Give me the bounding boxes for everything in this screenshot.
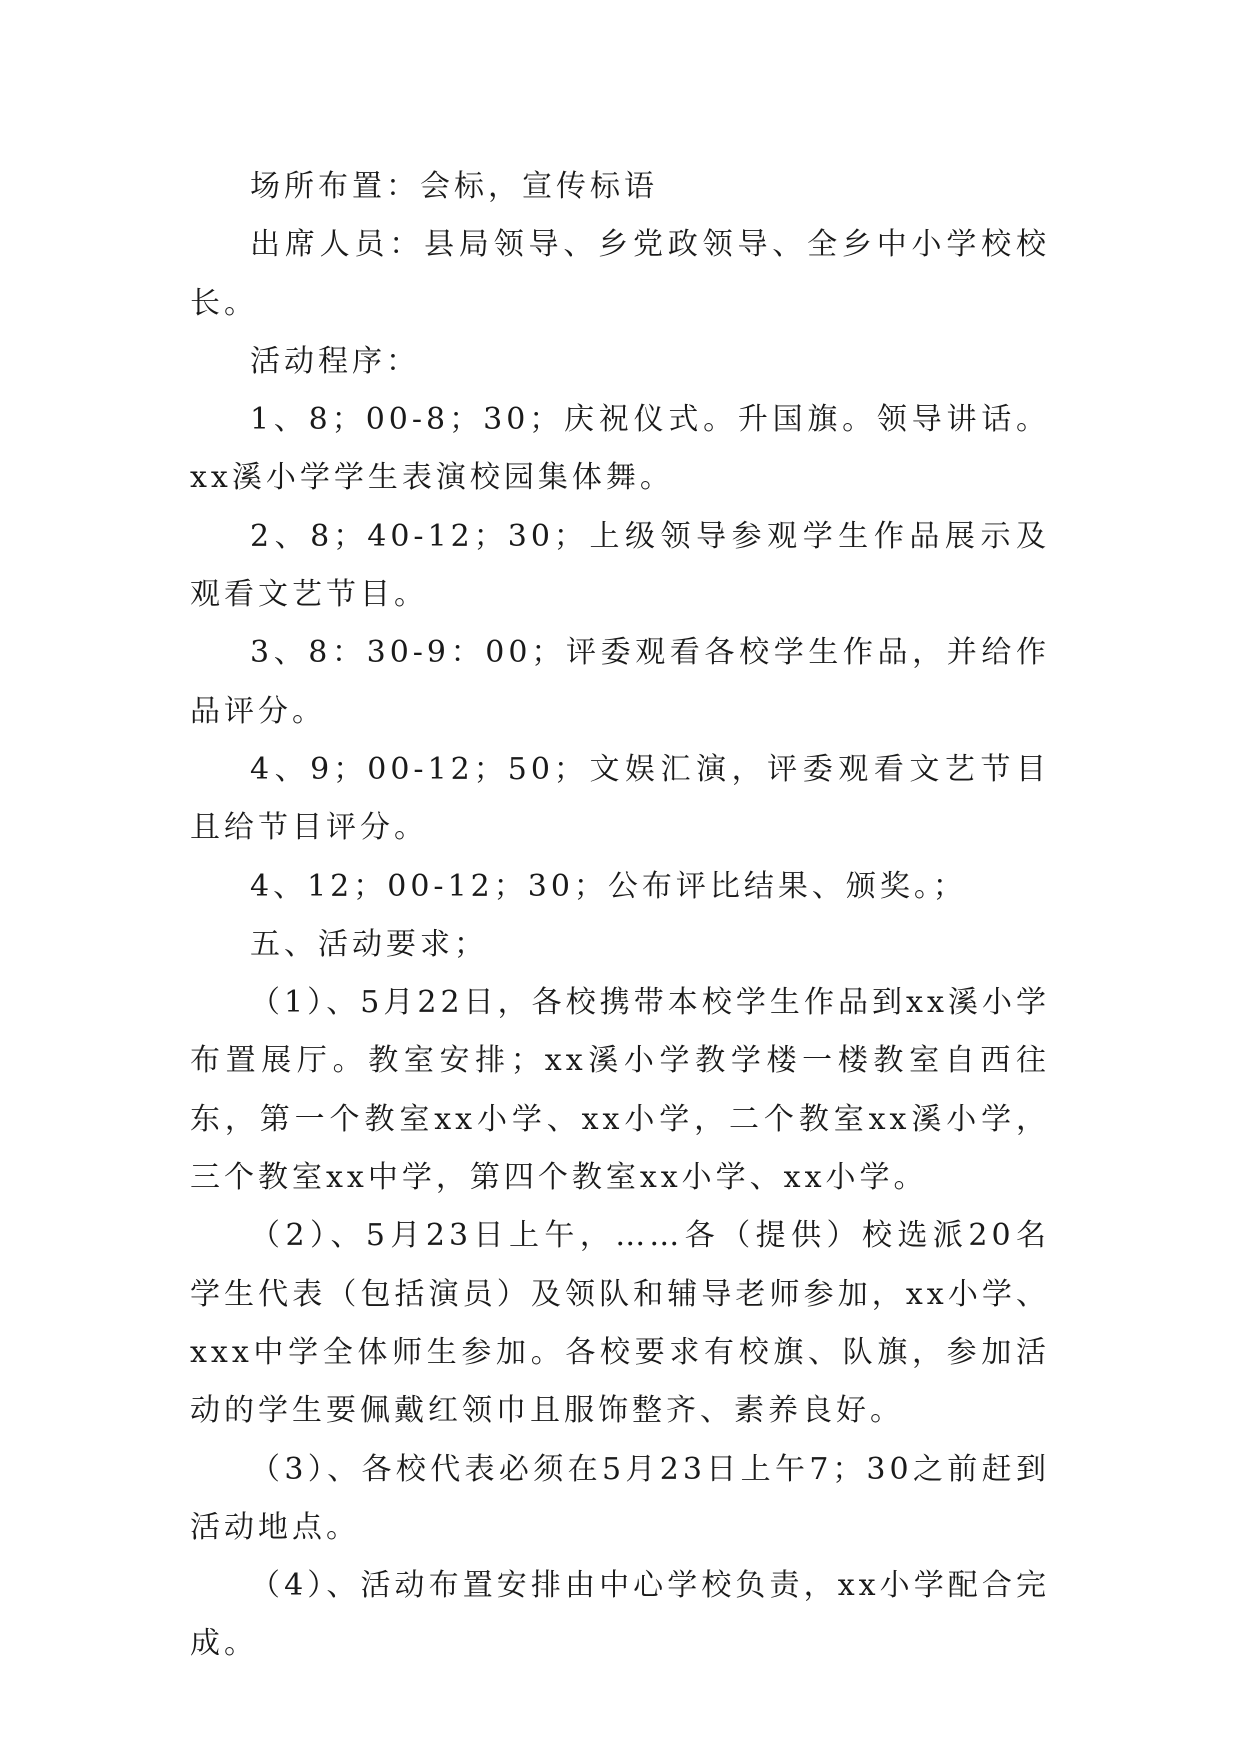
paragraph-requirement-4: （4）、活动布置安排由中心学校负责，xx小学配合完成。	[190, 1568, 1050, 1662]
paragraph-requirement-2: （2）、5月23日上午，……各（提供）校选派20名学生代表（包括演员）及领队和辅导老师参加，xx小学、xxx中学全体师生参加。各校要求有校旗、队旗，参加活动的学生要佩戴红领巾且服饰整齐、素养良好。	[190, 1218, 1050, 1429]
paragraph-requirement-3: （3）、各校代表必须在5月23日上午7；30之前赶到活动地点。	[190, 1451, 1050, 1545]
paragraph-program-item-1: 1、8；00-8；30；庆祝仪式。升国旗。领导讲话。xx溪小学学生表演校园集体舞。	[190, 402, 1050, 496]
paragraph-requirements-heading: 五、活动要求；	[250, 926, 488, 962]
paragraph-requirement-1: （1）、5月22日，各校携带本校学生作品到xx溪小学布置展厅。教室安排；xx溪小学教学楼一楼教室自西往东，第一个教室xx小学、xx小学，二个教室xx溪小学，三个教室xx中学，第四个教室xx小学、xx小学。	[190, 985, 1050, 1196]
paragraph-program-item-5: 4、12；00-12；30；公布评比结果、颁奖。；	[250, 868, 967, 904]
paragraph-program-item-4: 4、9；00-12；50；文娱汇演，评委观看文艺节目且给节目评分。	[190, 751, 1050, 846]
paragraph-program-heading: 活动程序：	[250, 343, 420, 379]
paragraph-attendees: 出席人员：县局领导、乡党政领导、全乡中小学校校长。	[190, 227, 1050, 321]
paragraph-program-item-3: 3、8：30-9：00；评委观看各校学生作品，并给作品评分。	[190, 635, 1050, 729]
paragraph-program-item-2: 2、8；40-12；30；上级领导参观学生作品展示及观看文艺节目。	[190, 518, 1050, 613]
paragraph-venue: 场所布置：会标，宣传标语	[250, 169, 658, 204]
document-body	[190, 158, 1050, 1674]
